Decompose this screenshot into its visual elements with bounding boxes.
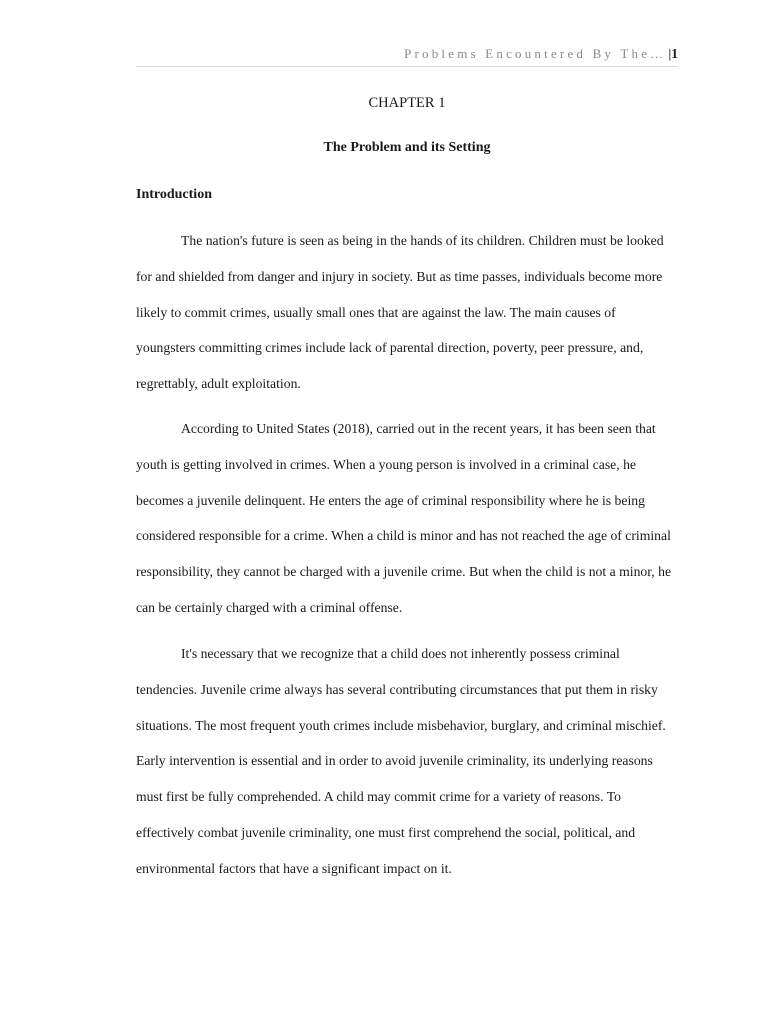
body-paragraph-2: According to United States (2018), carried out in the recent years, it has been seen that youth is getting involved in crimes. When a young person is involved in a criminal case, he becomes a juvenile delinquent. He enters the age of criminal responsibility where he is being considered responsible for a crime. When a child is minor and has not reached the age of criminal responsibility, they cannot be charged with a juvenile crime. But when the child is not a minor, he can be certainly charged with a criminal offense. <box>136 421 672 615</box>
chapter-label: CHAPTER 1 <box>368 95 446 111</box>
page-header <box>136 44 678 67</box>
body-paragraph-3: It's necessary that we recognize that a child does not inherently possess criminal tendencies. Juvenile crime always has several contributing circumstances that put them in risky situations. The most frequent youth crimes include misbehavior, burglary, and criminal mischief. Early intervention is essential and in order to avoid juvenile criminality, its underlying reasons must first be fully comprehended. A child may commit crime for a variety of reasons. To effectively combat juvenile criminality, one must first comprehend the social, political, and environmental factors that have a significant impact on it. <box>136 646 666 876</box>
page-number-separator: | <box>668 46 672 61</box>
section-heading-introduction: Introduction <box>136 187 212 202</box>
running-head <box>404 44 678 64</box>
running-title: Problems Encountered By The… <box>404 46 667 61</box>
body-paragraph-1: The nation's future is seen as being in the hands of its children. Children must be looked for and shielded from danger and injury in society. But as time passes, individuals become more likely to commit crimes, usually small ones that are against the law. The main causes of youngsters committing crimes include lack of parental direction, poverty, peer pressure, and, regrettably, adult exploitation. <box>136 233 664 392</box>
page-number: 1 <box>671 46 678 61</box>
chapter-title: The Problem and its Setting <box>323 140 491 155</box>
